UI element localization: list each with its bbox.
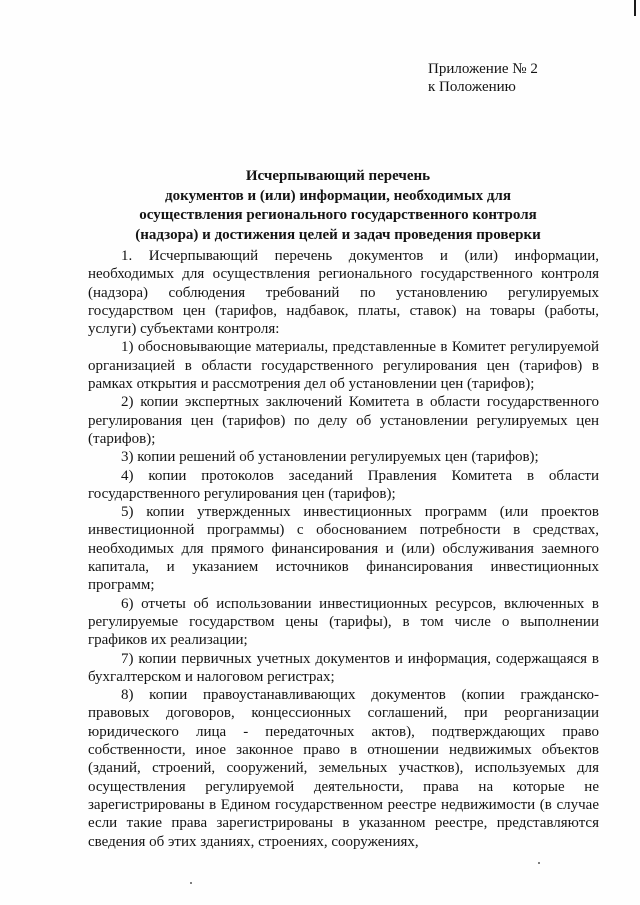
- title-line-1: Исчерпывающий перечень: [245, 168, 431, 184]
- list-item-5: 5) копии утвержденных инвестиционных программ (или проектов инвестиционной программы) с обоснованием потребности в средствах, необходимых для прямого финансирования и (или) обслуживания заемного капитала, и указанием источников финансирования инвестиционных программ;: [88, 504, 599, 594]
- title-line-4: (надзора) и достижения целей и задач проведения проверки: [135, 226, 541, 243]
- document-title: [118, 167, 558, 245]
- list-item-6: 6) отчеты об использовании инвестиционных ресурсов, включенных в регулируемые государством цены (тарифы), в том числе о выполнении графиков их реализации;: [88, 595, 599, 649]
- scan-speck: [190, 882, 192, 884]
- annex-header: [428, 60, 538, 96]
- document-body: [88, 247, 599, 851]
- scan-speck: [538, 862, 540, 864]
- title-line-2: документов и (или) информации, необходимых для: [165, 187, 511, 204]
- list-item-7: 7) копии первичных учетных документов и информация, содержащаяся в бухгалтерском и налоговом регистрах;: [88, 650, 599, 685]
- list-item-3: 3) копии решений об установлении регулируемых цен (тарифов);: [121, 449, 539, 466]
- title-line-3: осуществления регионального государственного контроля: [139, 207, 537, 223]
- list-item-4: 4) копии протоколов заседаний Правления Комитета в области государственного регулирования цен (тарифов);: [88, 467, 599, 502]
- list-item-1: 1) обосновывающие материалы, представленные в Комитет регулируемой организацией в области государственного регулирования цен (тарифов) в рамках открытия и рассмотрения дел об установлении цен (тарифов);: [88, 339, 599, 393]
- paragraph-intro: 1. Исчерпывающий перечень документов и (или) информации, необходимых для осуществления регионального государственного контроля (надзора) соблюдения требований по установлению регулируемых государством цен (тарифов, надбавок, платы, ставок) на товары (работы, услуги) субъектами контроля:: [88, 248, 599, 338]
- scan-edge-mark: [634, 0, 636, 16]
- annex-reference: к Положению: [428, 79, 516, 95]
- list-item-2: 2) копии экспертных заключений Комитета в области государственного регулирования цен (тарифов) по делу об установлении регулируемых цен (тарифов);: [88, 394, 599, 447]
- list-item-8: 8) копии правоустанавливающих документов (копии гражданско-правовых договоров, концессионных соглашений, при реорганизации юридического лица - передаточных актов), подтверждающих право собственности, иное законное право в отношении недвижимых объектов (зданий, строений, сооружений, земельных участков), используемых для осуществления регулируемой деятельности, права на которые не зарегистрированы в Едином государственном реестре недвижимости (в случае если такие права зарегистрированы в указанном реестре, представляются сведения об этих зданиях, строениях, сооружениях,: [88, 687, 599, 850]
- annex-number: Приложение № 2: [428, 61, 538, 77]
